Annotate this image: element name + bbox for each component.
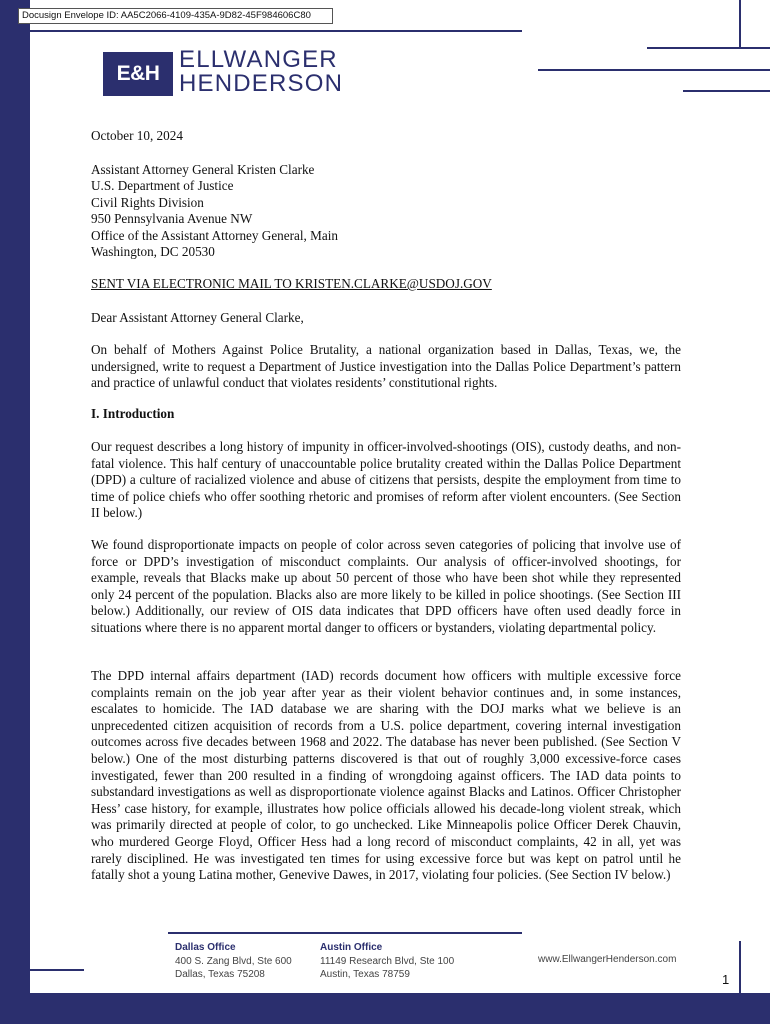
right-rule-1 [647,47,770,49]
docusign-envelope-id: Docusign Envelope ID: AA5C2066-4109-435A-9D82-45F984606C80 [18,8,333,24]
section-heading: I. Introduction [91,406,175,421]
footer-top-rule [168,932,522,934]
body-paragraph-1: Our request describes a long history of impunity in officer-involved-shootings (OIS), custody deaths, and non-fatal violence. This half century of unaccountable police brutality created within the Dallas Police Department (DPD) a culture of racialized violence and abuse of citizens that persists, despite the employment from time to time of police chiefs who offer soothing rhetoric and promises of reform after violent encounters. (See Section II below.) [91,439,681,521]
recipient-line: Civil Rights Division [91,194,204,210]
austin-office: Austin Office 11149 Research Blvd, Ste 100 Austin, Texas 78759 [320,942,455,980]
right-rule-3 [683,90,770,92]
logo-word-2: HENDERSON [179,70,344,97]
salutation: Dear Assistant Attorney General Clarke, [91,310,304,325]
sent-via-line: SENT VIA ELECTRONIC MAIL TO KRISTEN.CLARKE@USDOJ.GOV [91,276,492,291]
right-rule-2 [538,69,770,71]
body-paragraph-3: The DPD internal affairs department (IAD) records document how officers with multiple excessive force complaints remain on the job year after year as their violent behavior continues and, in some instances, escalates to homicide. The IAD database we are sharing with the DOJ marks what we believe is an unprecedented citizen acquisition of records from a U.S. police department, covering internal investigation outcomes across five decades between 1968 and 2022. The database has never been published. (See Section V below.) One of the most disturbing patterns discovered is that out of roughly 3,000 excessive-force cases investigated, fewer than 200 resulted in a finding of wrongdoing against officers. The IAD data points to substandard investigations as well as disproportionate violence against Blacks and Latinos. Officer Christopher Hess’ case history, for example, illustrates how police officials allowed his decade-long violent streak, which was primarily directed at people of color, to go unchecked. Like Minneapolis police Officer Derek Chauvin, who murdered George Floyd, Officer Hess had a long record of misconduct complaints, 42 in all, yet was rarely disciplined. He was investigated ten times for using excessive force but was kept on patrol until he fatally shot a young Latina mother, Genevive Dawes, in 2017, violating four policies. (See Section IV below.) [91,668,681,883]
recipient-line: Washington, DC 20530 [91,244,215,260]
logo-wordmark [179,48,343,96]
website-link[interactable]: www.EllwangerHenderson.com [538,954,677,965]
top-rule [30,30,522,32]
footer-left-rule [18,969,84,971]
intro-paragraph: On behalf of Mothers Against Police Brutality, a national organization based in Dallas, Texas, we, the undersigned, write to request a Department of Justice investigation into the Dallas Police Department’s pattern and practice of unlawful conduct that violates residents’ constitutional rights. [91,342,681,391]
left-brand-bar [0,0,30,1024]
bottom-brand-bar [0,993,770,1024]
recipient-address [91,162,681,260]
dallas-office: Dallas Office 400 S. Zang Blvd, Ste 600 Dallas, Texas 75208 [175,942,292,980]
footer-right-rule [739,941,741,993]
recipient-line: Office of the Assistant Attorney General, Main [91,227,338,243]
logo-mark: E&H [103,52,173,96]
page-number: 1 [722,972,730,987]
recipient-line: Assistant Attorney General Kristen Clarke [91,162,315,177]
recipient-line: U.S. Department of Justice [91,178,234,194]
right-vertical-rule [739,0,741,48]
letter-date: October 10, 2024 [91,128,183,143]
body-paragraph-2: We found disproportionate impacts on people of color across seven categories of policing that involve use of force or DPD’s investigation of misconduct complaints. Our analysis of officer-involved shootings, for example, reveals that Blacks make up about 50 percent of those who have been shot while they represented only 24 percent of the population. Blacks also are more likely to be killed in police shootings. (See Section III below.) Additionally, our review of OIS data indicates that DPD officers have often used deadly force in situations where there is no apparent mortal danger to officers or bystanders, violating departmental policy. [91,537,681,635]
logo-word-1: ELLWANGER [179,46,338,73]
recipient-line: 950 Pennsylvania Avenue NW [91,211,253,227]
